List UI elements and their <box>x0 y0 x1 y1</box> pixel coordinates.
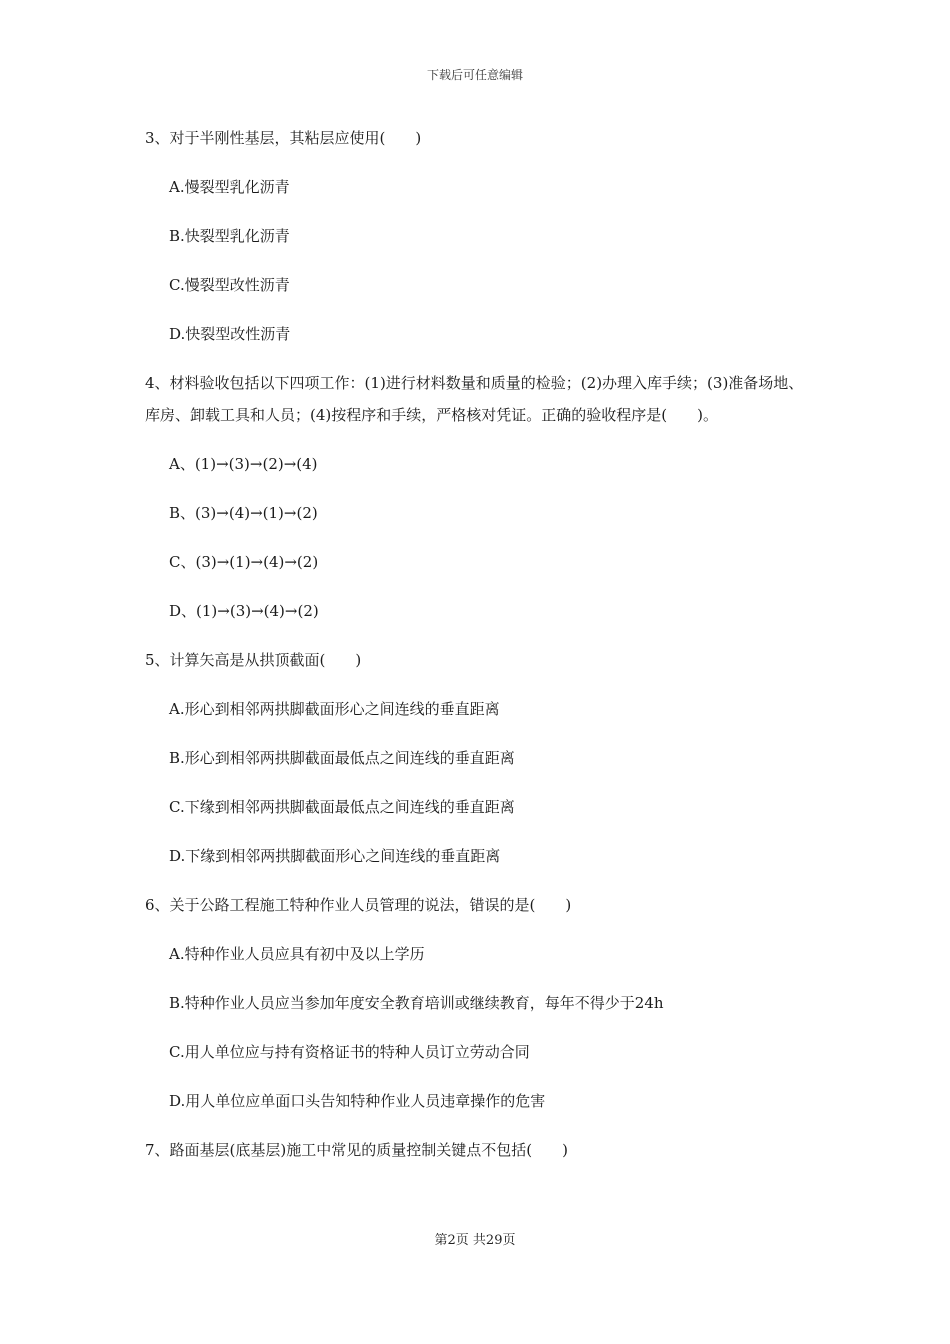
option-a: A.慢裂型乳化沥青 <box>169 178 290 196</box>
option-b: B.特种作业人员应当参加年度安全教育培训或继续教育，每年不得少于24h <box>169 994 664 1012</box>
page-header-note: 下载后可任意编辑 <box>426 68 523 82</box>
question-4 <box>145 367 810 627</box>
question-7 <box>145 1134 810 1166</box>
question-6 <box>145 889 810 1117</box>
page-number: 第2页 共29页 <box>434 1233 516 1248</box>
option-a: A.形心到相邻两拱脚截面形心之间连线的垂直距离 <box>169 700 500 718</box>
option-b: B.快裂型乳化沥青 <box>169 227 290 245</box>
option-b: B、(3)→(4)→(1)→(2) <box>169 504 318 522</box>
question-text: 4、材料验收包括以下四项工作：(1)进行材料数量和质量的检验；(2)办理入库手续；(3)准备场地、库房、卸载工具和人员；(4)按程序和手续，严格核对凭证。正确的验收程序是( )。 <box>145 374 804 424</box>
option-a: A、(1)→(3)→(2)→(4) <box>169 455 318 473</box>
question-3 <box>145 122 810 350</box>
option-a: A.特种作业人员应具有初中及以上学历 <box>169 945 425 963</box>
option-d: D、(1)→(3)→(4)→(2) <box>169 602 319 620</box>
option-c: C、(3)→(1)→(4)→(2) <box>169 553 319 571</box>
question-5 <box>145 644 810 872</box>
question-text: 6、关于公路工程施工特种作业人员管理的说法，错误的是( ) <box>145 896 572 914</box>
option-d: D.快裂型改性沥青 <box>169 325 291 343</box>
question-text: 7、路面基层(底基层)施工中常见的质量控制关键点不包括( ) <box>145 1141 568 1159</box>
option-d: D.用人单位应单面口头告知特种作业人员违章操作的危害 <box>169 1092 546 1110</box>
option-c: C.下缘到相邻两拱脚截面最低点之间连线的垂直距离 <box>169 798 515 816</box>
option-d: D.下缘到相邻两拱脚截面形心之间连线的垂直距离 <box>169 847 501 865</box>
question-text: 3、对于半刚性基层，其粘层应使用( ) <box>145 129 422 147</box>
question-list <box>145 122 810 1183</box>
option-b: B.形心到相邻两拱脚截面最低点之间连线的垂直距离 <box>169 749 515 767</box>
option-c: C.慢裂型改性沥青 <box>169 276 290 294</box>
question-text: 5、计算矢高是从拱顶截面( ) <box>145 651 362 669</box>
option-c: C.用人单位应与持有资格证书的特种人员订立劳动合同 <box>169 1043 530 1061</box>
